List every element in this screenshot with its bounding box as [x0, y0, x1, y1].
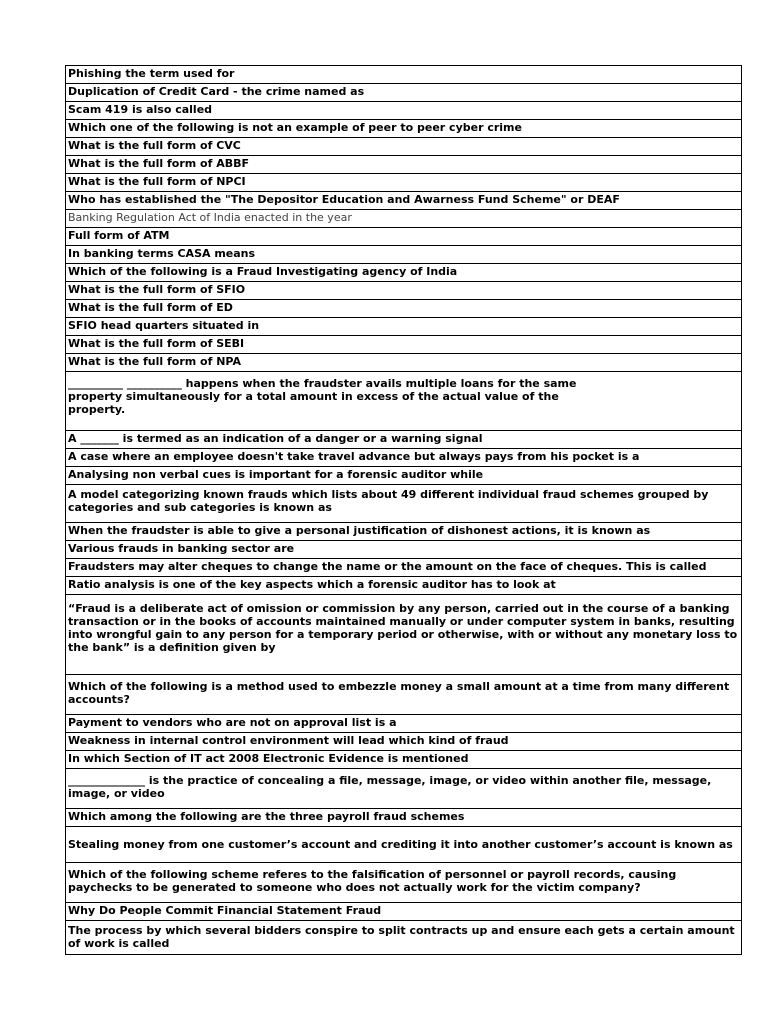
question-cell: Weakness in internal control environment will lead which kind of fraud: [66, 733, 742, 751]
question-cell: Which one of the following is not an example of peer to peer cyber crime: [66, 120, 742, 138]
table-row: [66, 903, 742, 921]
question-cell: Banking Regulation Act of India enacted in the year: [66, 210, 742, 228]
question-cell: What is the full form of SEBI: [66, 336, 742, 354]
question-cell: Which of the following scheme referes to the falsification of personnel or payroll records, causing paychecks to be generated to someone who does not actually work for the victim company?: [66, 863, 742, 903]
table-row: [66, 541, 742, 559]
question-cell: What is the full form of ED: [66, 300, 742, 318]
table-row: [66, 921, 742, 955]
table-row: [66, 336, 742, 354]
table-row: [66, 372, 742, 431]
table-row: [66, 354, 742, 372]
question-cell: A case where an employee doesn't take travel advance but always pays from his pocket is a: [66, 449, 742, 467]
question-cell: Which of the following is a Fraud Investigating agency of India: [66, 264, 742, 282]
table-row: [66, 228, 742, 246]
table-row: [66, 192, 742, 210]
question-cell: Why Do People Commit Financial Statement Fraud: [66, 903, 742, 921]
table-row: [66, 66, 742, 84]
question-cell: Who has established the "The Depositor Education and Awarness Fund Scheme" or DEAF: [66, 192, 742, 210]
table-row: [66, 827, 742, 863]
question-cell: Which of the following is a method used to embezzle money a small amount at a time from many different accounts?: [66, 675, 742, 715]
table-row: [66, 577, 742, 595]
question-cell: Analysing non verbal cues is important for a forensic auditor while: [66, 467, 742, 485]
question-cell: Full form of ATM: [66, 228, 742, 246]
question-cell: In which Section of IT act 2008 Electronic Evidence is mentioned: [66, 751, 742, 769]
question-cell: __________ __________ happens when the fraudster avails multiple loans for the same property simultaneously for a total amount in excess of the actual value of the property.: [66, 372, 742, 431]
table-row: [66, 559, 742, 577]
question-cell: Which among the following are the three payroll fraud schemes: [66, 809, 742, 827]
table-row: [66, 264, 742, 282]
table-row: [66, 300, 742, 318]
table-row: [66, 174, 742, 192]
question-cell: Phishing the term used for: [66, 66, 742, 84]
table-row: [66, 595, 742, 675]
table-row: [66, 84, 742, 102]
question-cell: The process by which several bidders conspire to split contracts up and ensure each gets a certain amount of work is called: [66, 921, 742, 955]
question-cell: ______________ is the practice of concealing a file, message, image, or video within another file, message, image, or video: [66, 769, 742, 809]
table-row: [66, 715, 742, 733]
table-row: [66, 120, 742, 138]
table-row: [66, 809, 742, 827]
question-cell: Stealing money from one customer’s account and crediting it into another customer’s account is known as: [66, 827, 742, 863]
table-row: [66, 523, 742, 541]
question-cell: When the fraudster is able to give a personal justification of dishonest actions, it is known as: [66, 523, 742, 541]
table-row: [66, 467, 742, 485]
question-cell: “Fraud is a deliberate act of omission or commission by any person, carried out in the course of a banking transaction or in the books of accounts maintained manually or under computer system in banks, resulting into wrongful gain to any person for a temporary period or otherwise, with or without any monetary loss to the bank” is a definition given by: [66, 595, 742, 675]
question-rows: [66, 66, 742, 955]
question-cell: Payment to vendors who are not on approval list is a: [66, 715, 742, 733]
question-cell: Various frauds in banking sector are: [66, 541, 742, 559]
question-cell: A _______ is termed as an indication of a danger or a warning signal: [66, 431, 742, 449]
question-cell: What is the full form of ABBF: [66, 156, 742, 174]
table-row: [66, 431, 742, 449]
table-row: [66, 246, 742, 264]
table-row: [66, 282, 742, 300]
question-cell: Duplication of Credit Card - the crime named as: [66, 84, 742, 102]
table-row: [66, 751, 742, 769]
table-row: [66, 210, 742, 228]
question-cell: What is the full form of NPCI: [66, 174, 742, 192]
question-cell: What is the full form of CVC: [66, 138, 742, 156]
question-cell: In banking terms CASA means: [66, 246, 742, 264]
table-row: [66, 318, 742, 336]
table-row: [66, 102, 742, 120]
table-row: [66, 485, 742, 523]
question-cell: Scam 419 is also called: [66, 102, 742, 120]
question-cell: What is the full form of NPA: [66, 354, 742, 372]
table-row: [66, 675, 742, 715]
question-cell: SFIO head quarters situated in: [66, 318, 742, 336]
question-cell: A model categorizing known frauds which lists about 49 different individual fraud schemes grouped by categories and sub categories is known as: [66, 485, 742, 523]
table-row: [66, 769, 742, 809]
table-row: [66, 156, 742, 174]
question-cell: Ratio analysis is one of the key aspects which a forensic auditor has to look at: [66, 577, 742, 595]
question-cell: What is the full form of SFIO: [66, 282, 742, 300]
table-row: [66, 138, 742, 156]
table-row: [66, 449, 742, 467]
table-row: [66, 863, 742, 903]
question-cell: Fraudsters may alter cheques to change the name or the amount on the face of cheques. This is called: [66, 559, 742, 577]
table-row: [66, 733, 742, 751]
question-table: [65, 65, 742, 955]
